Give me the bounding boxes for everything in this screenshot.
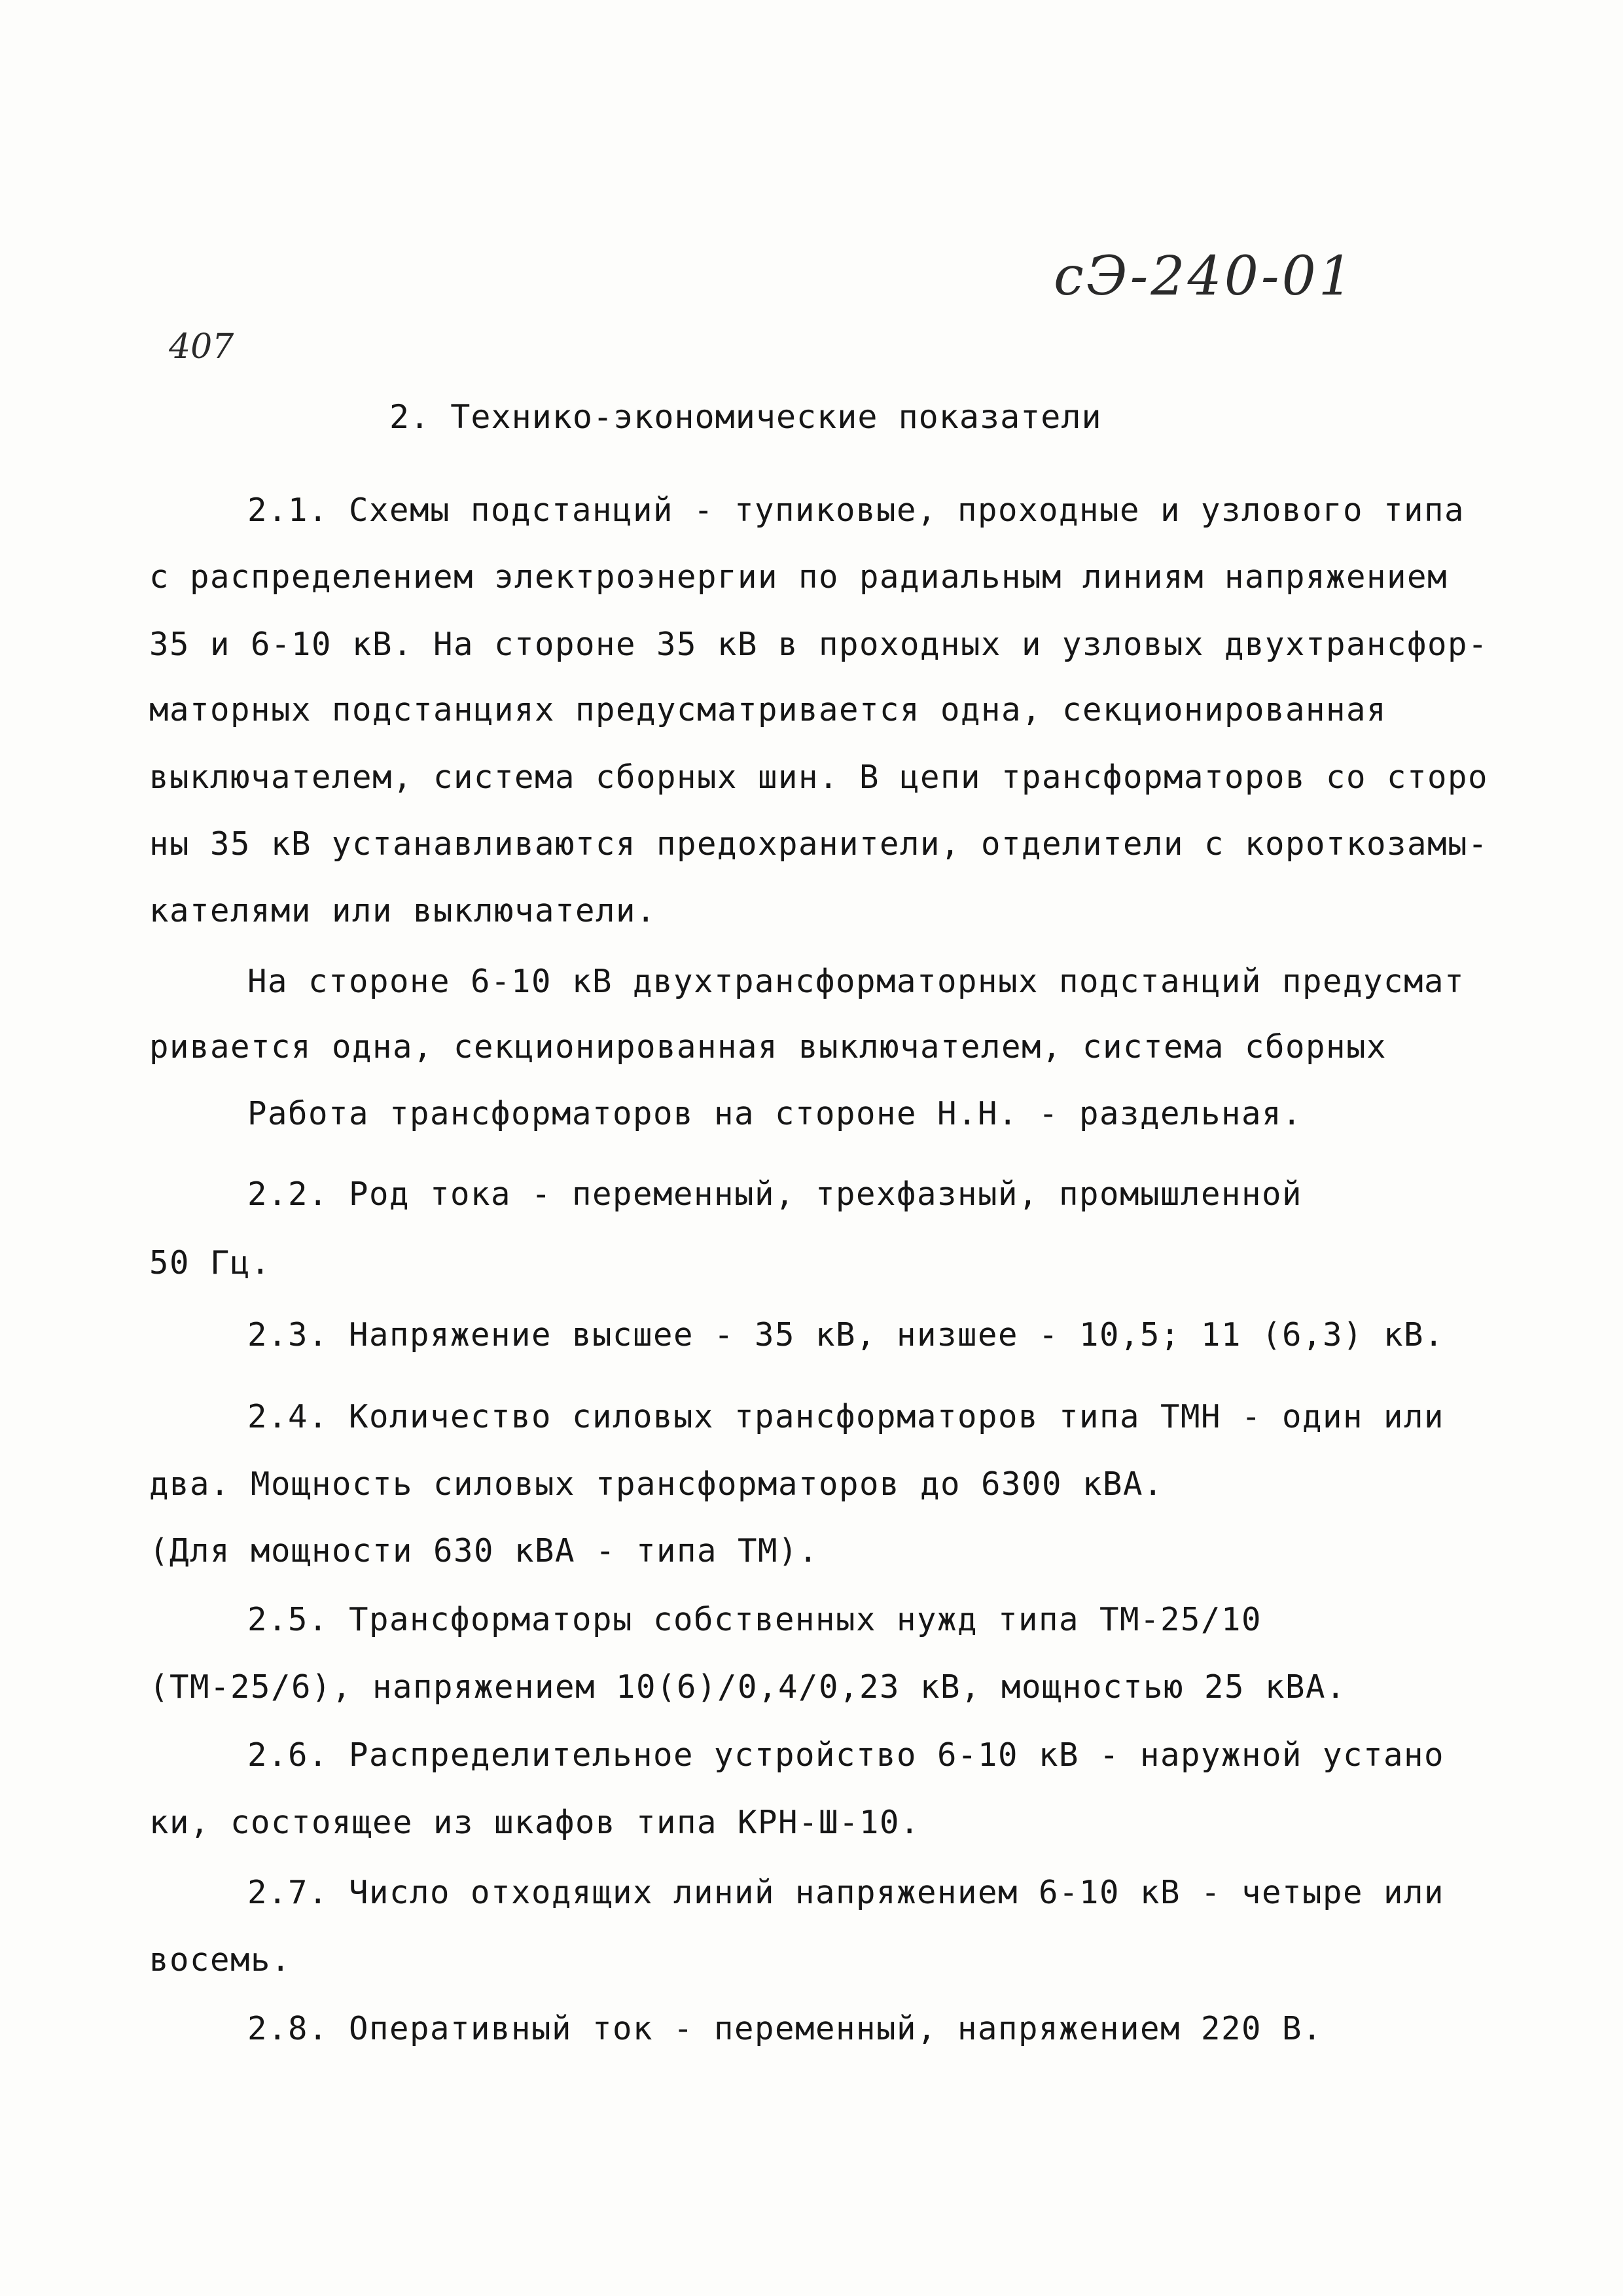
paragraph-line: 2.7. Число отходящих линий напряжением 6-10 кВ - четыре или bbox=[247, 1874, 1445, 1911]
paragraph-line: маторных подстанциях предусматривается одна, секционированная bbox=[149, 691, 1387, 728]
paragraph-line: 2.2. Род тока - переменный, трехфазный, промышленной bbox=[247, 1175, 1303, 1213]
paragraph-line: кателями или выключатели. bbox=[149, 892, 657, 929]
paragraph-line: ки, состоящее из шкафов типа КРН-Ш-10. bbox=[149, 1804, 921, 1841]
section-heading: 2. Технико-экономические показатели bbox=[389, 398, 1102, 436]
paragraph-line: ны 35 кВ устанавливаются предохранители, отделители с короткозамы- bbox=[149, 825, 1489, 863]
paragraph-line: выключателем, система сборных шин. В цепи трансформаторов со сторо bbox=[149, 759, 1489, 796]
handwritten-page-number: 407 bbox=[169, 327, 234, 367]
paragraph-line: 35 и 6-10 кВ. На стороне 35 кВ в проходных и узловых двухтрансфор- bbox=[149, 626, 1489, 663]
paragraph-line: 2.1. Схемы подстанций - тупиковые, проходные и узлового типа bbox=[247, 492, 1465, 529]
paragraph-line: Работа трансформаторов на стороне Н.Н. - раздельная. bbox=[247, 1095, 1303, 1132]
paragraph-line: (Для мощности 630 кВА - типа ТМ). bbox=[149, 1532, 819, 1570]
paragraph-line: 2.3. Напряжение высшее - 35 кВ, низшее - 10,5; 11 (6,3) кВ. bbox=[247, 1316, 1445, 1354]
paragraph-line: восемь. bbox=[149, 1941, 292, 1979]
handwritten-document-code: сЭ-240-01 bbox=[1054, 245, 1355, 308]
paragraph-line: 2.4. Количество силовых трансформаторов типа ТМН - один или bbox=[247, 1398, 1445, 1435]
paragraph-line: На стороне 6-10 кВ двухтрансформаторных подстанций предусмат bbox=[247, 963, 1465, 1000]
paragraph-line: ривается одна, секционированная выключателем, система сборных bbox=[149, 1028, 1387, 1066]
paragraph-line: 2.6. Распределительное устройство 6-10 кВ - наружной устано bbox=[247, 1736, 1445, 1774]
paragraph-line: два. Мощность силовых трансформаторов до 6300 кВА. bbox=[149, 1465, 1164, 1503]
paragraph-line: с распределением электроэнергии по радиальным линиям напряжением bbox=[149, 558, 1448, 596]
paragraph-line: (ТМ-25/6), напряжением 10(6)/0,4/0,23 кВ, мощностью 25 кВА. bbox=[149, 1668, 1347, 1706]
paragraph-line: 50 Гц. bbox=[149, 1244, 272, 1282]
paragraph-line: 2.5. Трансформаторы собственных нужд типа ТМ-25/10 bbox=[247, 1601, 1262, 1638]
paragraph-line: 2.8. Оперативный ток - переменный, напряжением 220 В. bbox=[247, 2010, 1323, 2047]
